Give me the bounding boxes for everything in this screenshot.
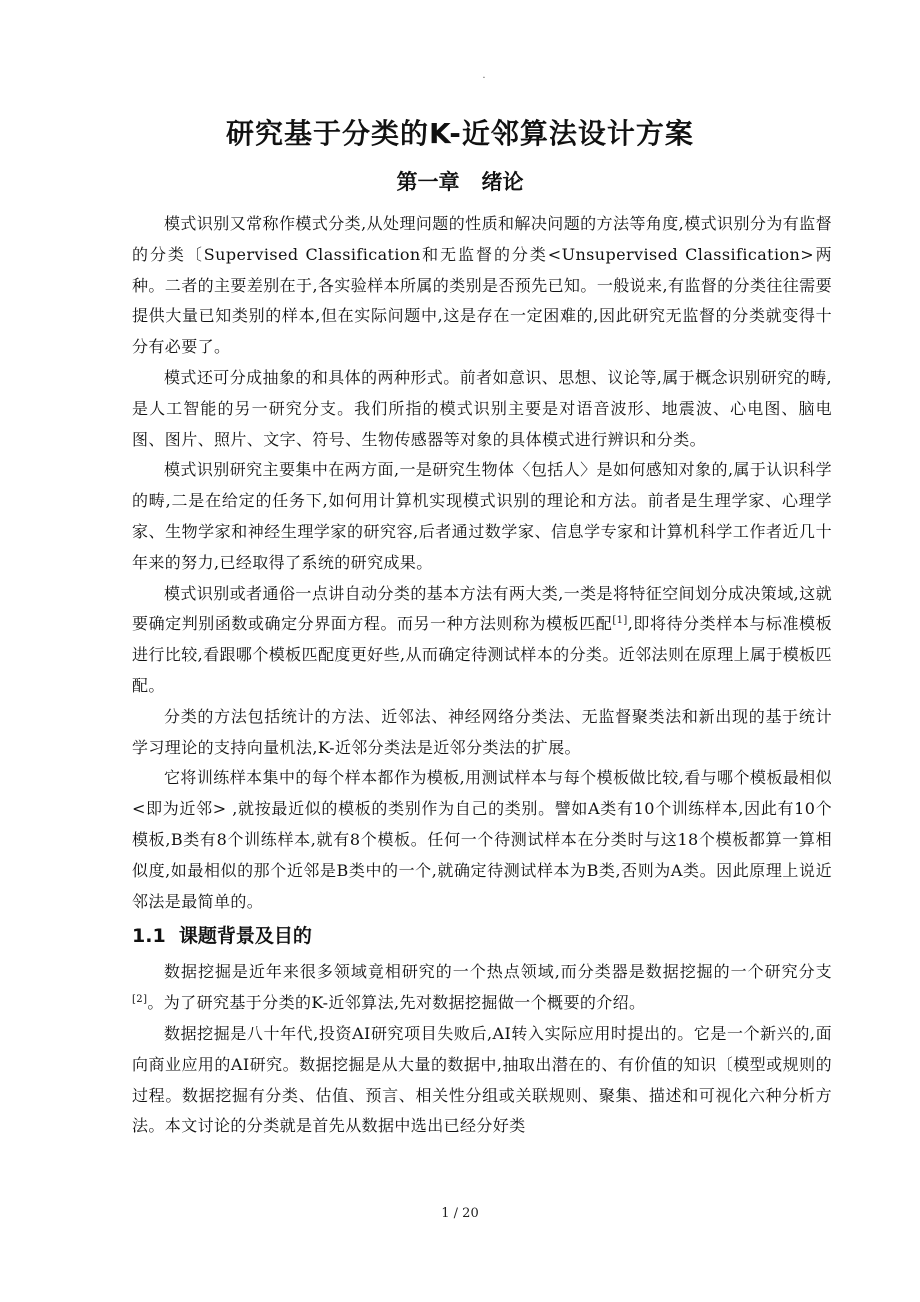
section-paragraph-2: 数据挖掘是八十年代,投资AI研究项目失败后,AI转入实际应用时提出的。它是一个新兴的,面向商业应用的AI研究。数据挖掘是从大量的数据中,抽取出潜在的、有价值的知识〔模型或规则的过程。数据挖掘有分类、估值、预言、相关性分组或关联规则、聚集、描述和可视化六种分析方法。本文讨论的分类就是首先从数据中选出已经分好类 [132,1023,832,1136]
section-paragraph-1 [132,957,832,1019]
paragraph-4-text-before: 模式识别或者通俗一点讲自动分类的基本方法有两大类,一类是将特征空间划分成决策域,这就要确定判别函数或确定分界面方程。而另一种方法则称为模板匹配 [132,583,832,634]
paragraph-1: 模式识别又常称作模式分类,从处理问题的性质和解决问题的方法等角度,模式识别分为有监督的分类〔Supervised Classification和无监督的分类<Unsupervised Classification>两种。二者的主要差别在于,各实验样本所属的类别是否预先已知。一般说来,有监督的分类往往需要提供大量已知类别的样本,但在实际问题中,这是存在一定困难的,因此研究无监督的分类就变得十分有必要了。 [132,214,832,357]
page-number: 1 / 20 [441,1206,479,1221]
citation-2: [2] [132,994,148,1006]
paragraph-2: 模式还可分成抽象的和具体的两种形式。前者如意识、思想、议论等,属于概念识别研究的畴,是人工智能的另一研究分支。我们所指的模式识别主要是对语音波形、地震波、心电图、脑电图、图片、照片、文字、符号、生物传感器等对象的具体模式进行辨识和分类。 [132,367,832,449]
citation-1: [1] [612,615,628,627]
paragraph-4 [132,579,832,702]
section-paragraph-1-text-after: 。为了研究基于分类的K-近邻算法,先对数据挖掘做一个概要的介绍。 [147,993,646,1013]
document-title: 研究基于分类的K-近邻算法设计方案 [226,117,694,150]
paragraph-3: 模式识别研究主要集中在两方面,一是研究生物体〈包括人〉是如何感知对象的,属于认识科学的畴,二是在给定的任务下,如何用计算机实现模式识别的理论和方法。前者是生理学家、心理学家、生物学家和神经生理学家的研究容,后者通过数学家、信息学专家和计算机科学工作者近几十年来的努力,已经取得了系统的研究成果。 [132,460,832,572]
section-heading: 1.1 课题背景及目的 [132,925,312,948]
paragraph-6: 它将训练样本集中的每个样本都作为模板,用测试样本与每个模板做比较,看与哪个模板最相似<即为近邻> ,就按最近似的模板的类别作为自己的类别。譬如A类有10个训练样本,因此有10个模板,B类有8个训练样本,就有8个模板。任何一个待测试样本在分类时与这18个模板都算一算相似度,如最相似的那个近邻是B类中的一个,就确定待测试样本为B类,否则为A类。因此原理上说近邻法是最简单的。 [132,768,832,911]
header-dot: . [482,70,486,81]
chapter-title: 第一章 绪论 [396,170,524,194]
paragraph-4-text-after: ,即将待分类样本与标准模板进行比较,看跟哪个模板匹配度更好些,从而确定待测试样本的分类。近邻法则在原理上属于模板匹配。 [132,614,832,695]
section-paragraph-1-text-before: 数据挖掘是近年来很多领域竟相研究的一个热点领域,而分类器是数据挖掘的一个研究分支 [164,962,832,982]
document-body [132,209,832,1142]
paragraph-5: 分类的方法包括统计的方法、近邻法、神经网络分类法、无监督聚类法和新出现的基于统计学习理论的支持向量机法,K-近邻分类法是近邻分类法的扩展。 [132,706,832,757]
